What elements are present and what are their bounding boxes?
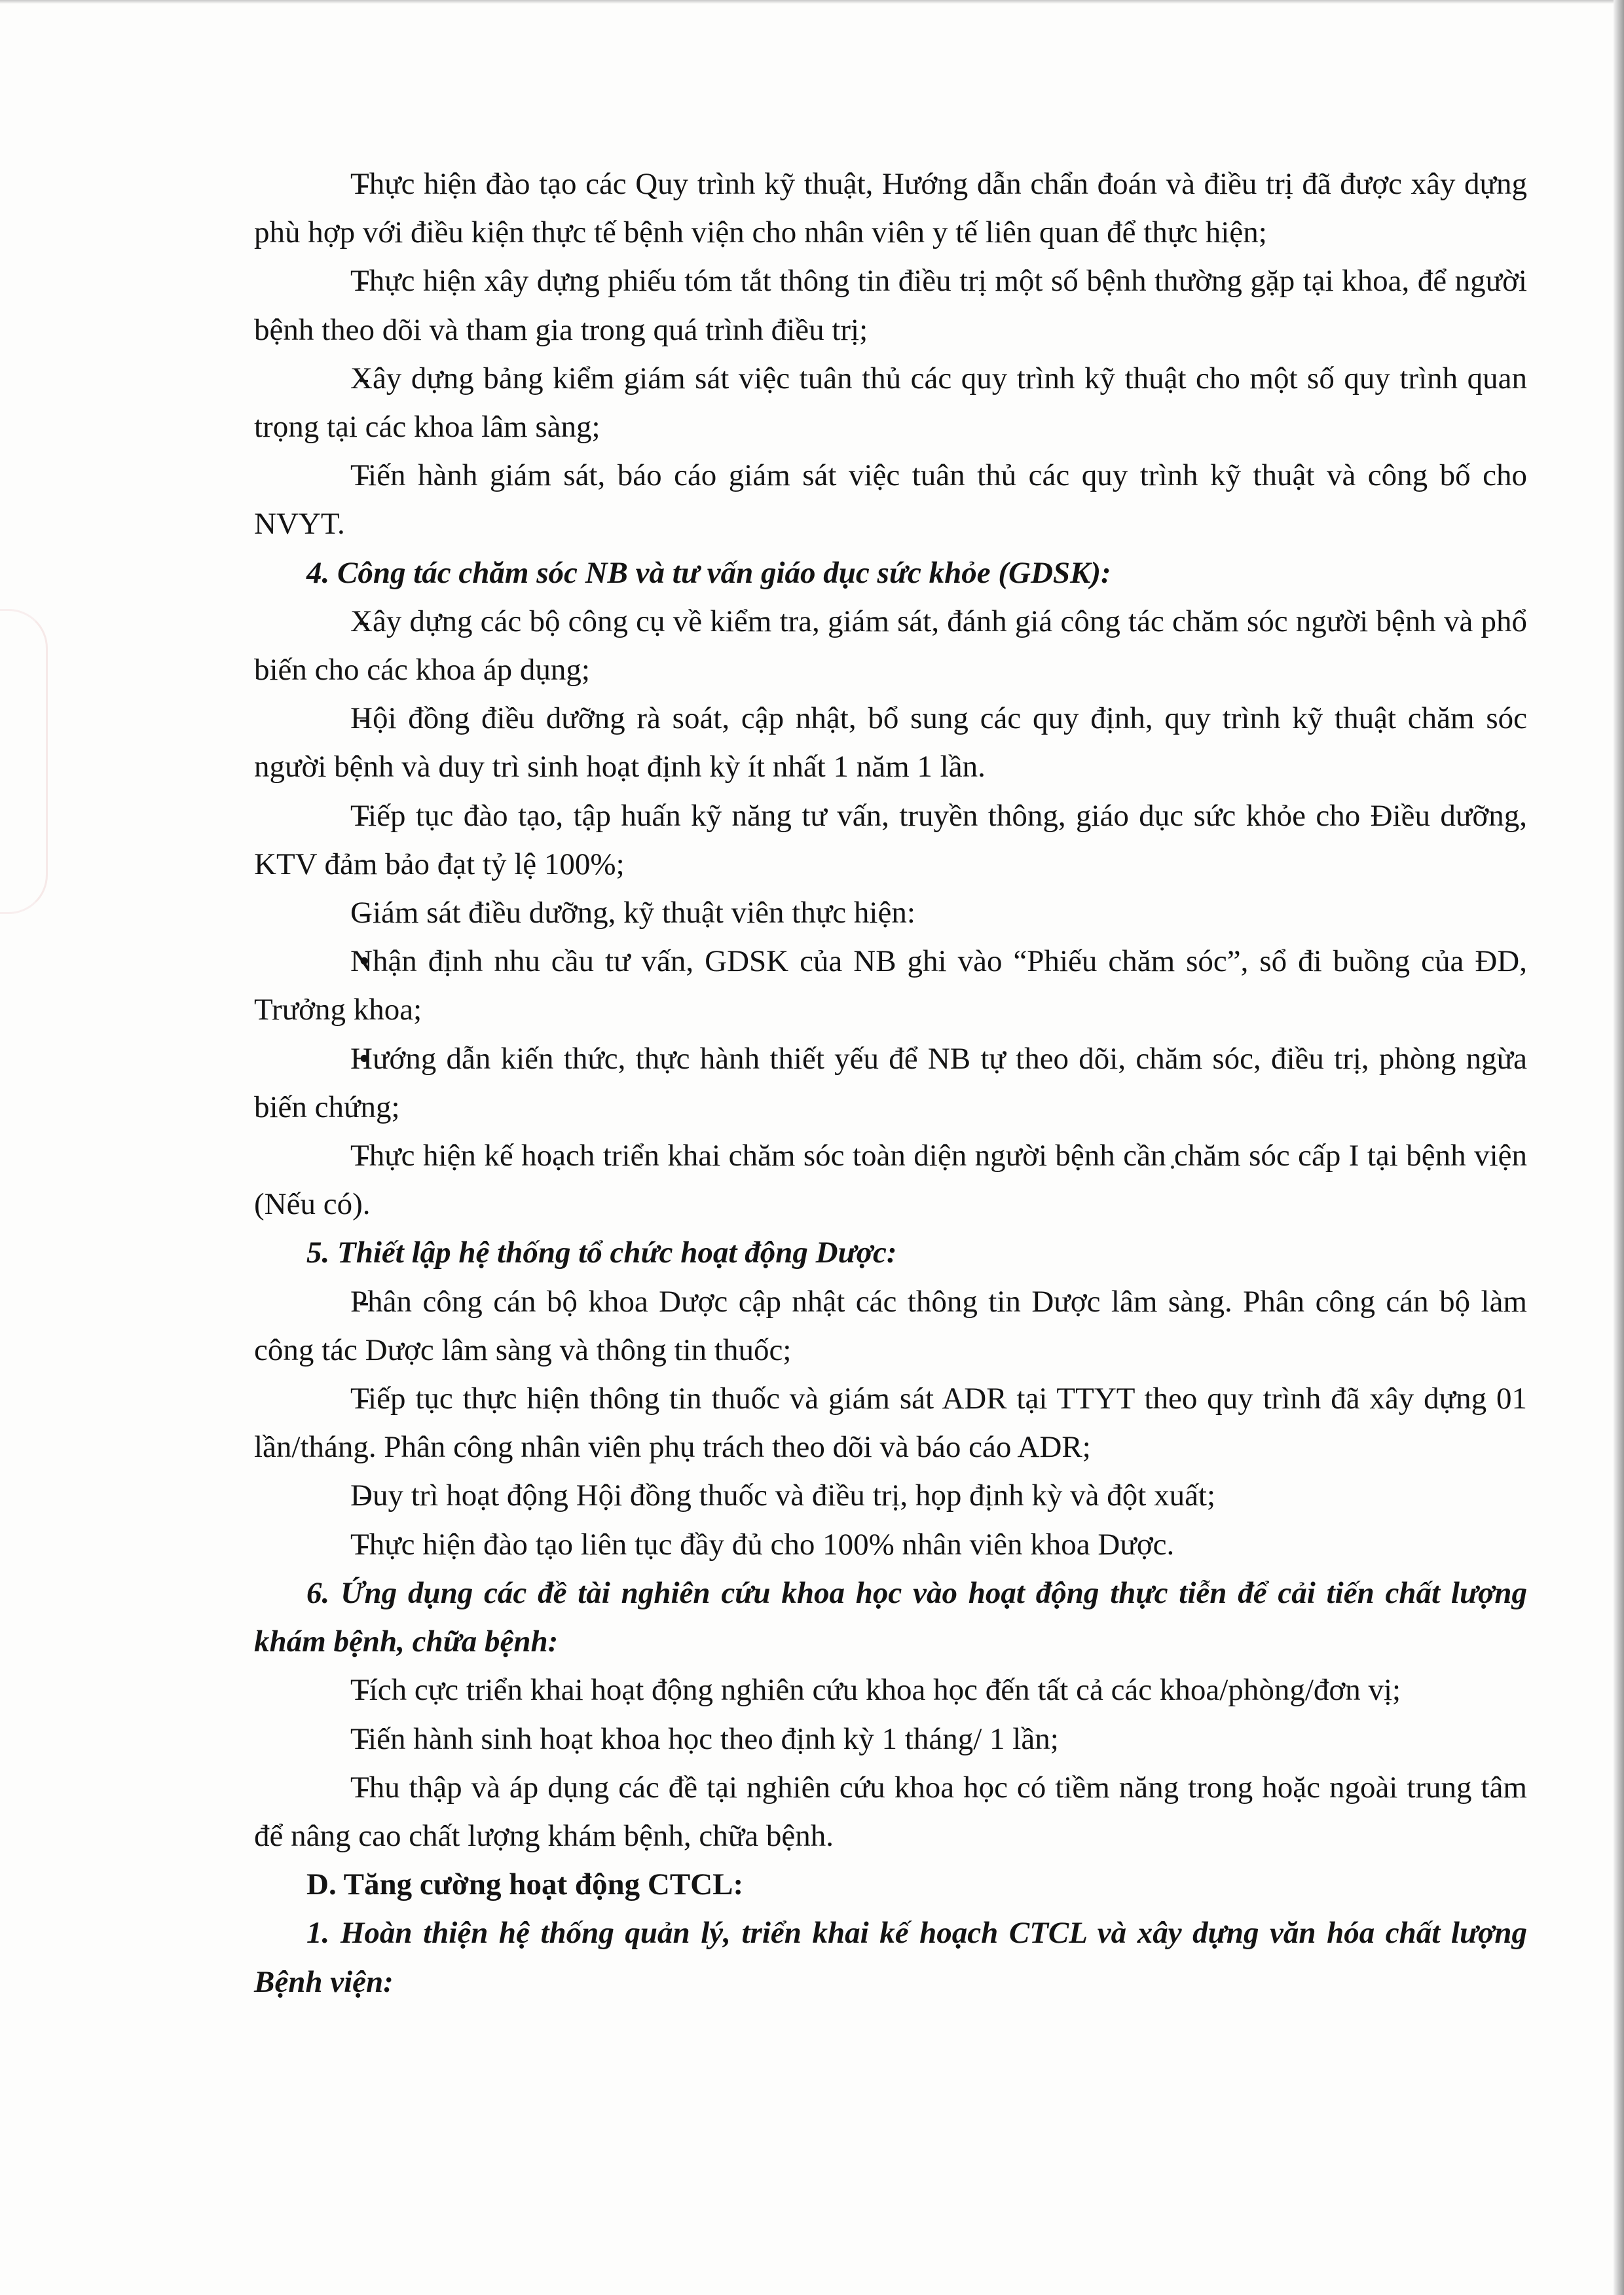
list-item: - Thực hiện kế hoạch triển khai chăm sóc toàn diện người bệnh cần chăm sóc cấp I tại bệnh viện (Nếu có).: [254, 1131, 1527, 1228]
list-item: - Giám sát điều dưỡng, kỹ thuật viên thực hiện:: [254, 889, 1527, 937]
section-heading-d: D. Tăng cường hoạt động CTCL:: [306, 1867, 744, 1902]
scan-edge-top: [0, 0, 1624, 4]
scan-edge-right: [1614, 0, 1624, 2295]
document-body: [254, 160, 1527, 2006]
list-item: - Xây dựng các bộ công cụ về kiểm tra, giám sát, đánh giá công tác chăm sóc người bệnh và phổ biến cho các khoa áp dụng;: [254, 597, 1527, 694]
list-item: - Tiếp tục thực hiện thông tin thuốc và giám sát ADR tại TTYT theo quy trình đã xây dựng 01 lần/tháng. Phân công nhân viên phụ trách theo dõi và báo cáo ADR;: [254, 1374, 1527, 1471]
list-item: - Duy trì hoạt động Hội đồng thuốc và điều trị, họp định kỳ và đột xuất;: [254, 1471, 1527, 1520]
section-heading-4: 4. Công tác chăm sóc NB và tư vấn giáo dục sức khỏe (GDSK):: [306, 555, 1111, 590]
list-item: - Xây dựng bảng kiểm giám sát việc tuân thủ các quy trình kỹ thuật cho một số quy trình quan trọng tại các khoa lâm sàng;: [254, 354, 1527, 451]
subsection-heading-1: 1. Hoàn thiện hệ thống quản lý, triển khai kế hoạch CTCL và xây dựng văn hóa chất lượng Bệnh viện:: [254, 1916, 1527, 1999]
section-heading-5: 5. Thiết lập hệ thống tổ chức hoạt động Dược:: [306, 1236, 897, 1270]
list-item: - Tích cực triển khai hoạt động nghiên cứu khoa học đến tất cả các khoa/phòng/đơn vị;: [254, 1666, 1527, 1714]
list-item: - Thực hiện đào tạo các Quy trình kỹ thuật, Hướng dẫn chẩn đoán và điều trị đã được xây dựng phù hợp với điều kiện thực tế bệnh viện cho nhân viên y tế liên quan để thực hiện;: [254, 160, 1527, 257]
list-item: - Thực hiện đào tạo liên tục đầy đủ cho 100% nhân viên khoa Dược.: [254, 1520, 1527, 1569]
list-item: - Thu thập và áp dụng các đề tại nghiên cứu khoa học có tiềm năng trong hoặc ngoài trung tâm để nâng cao chất lượng khám bệnh, chữa bệnh.: [254, 1763, 1527, 1860]
section-heading-6: 6. Ứng dụng các đề tài nghiên cứu khoa học vào hoạt động thực tiễn để cải tiến chất lượng khám bệnh, chữa bệnh:: [254, 1575, 1527, 1659]
bullet-item: • Nhận định nhu cầu tư vấn, GDSK của NB ghi vào “Phiếu chăm sóc”, sổ đi buồng của ĐD, Trưởng khoa;: [254, 937, 1527, 1034]
list-item: - Hội đồng điều dưỡng rà soát, cập nhật, bổ sung các quy định, quy trình kỹ thuật chăm sóc người bệnh và duy trì sinh hoạt định kỳ ít nhất 1 năm 1 lần.: [254, 694, 1527, 791]
list-item: - Tiến hành giám sát, báo cáo giám sát việc tuân thủ các quy trình kỹ thuật và công bố cho NVYT.: [254, 451, 1527, 548]
list-item: - Tiến hành sinh hoạt khoa học theo định kỳ 1 tháng/ 1 lần;: [254, 1715, 1527, 1763]
faint-stamp-mark: [0, 609, 48, 914]
bullet-item: • Hướng dẫn kiến thức, thực hành thiết yếu để NB tự theo dõi, chăm sóc, điều trị, phòng ngừa biến chứng;: [254, 1035, 1527, 1131]
list-item: - Phân công cán bộ khoa Dược cập nhật các thông tin Dược lâm sàng. Phân công cán bộ làm công tác Dược lâm sàng và thông tin thuốc;: [254, 1277, 1527, 1374]
list-item: - Thực hiện xây dựng phiếu tóm tắt thông tin điều trị một số bệnh thường gặp tại khoa, để người bệnh theo dõi và tham gia trong quá trình điều trị;: [254, 257, 1527, 354]
list-item: - Tiếp tục đào tạo, tập huấn kỹ năng tư vấn, truyền thông, giáo dục sức khỏe cho Điều dưỡng, KTV đảm bảo đạt tỷ lệ 100%;: [254, 792, 1527, 889]
